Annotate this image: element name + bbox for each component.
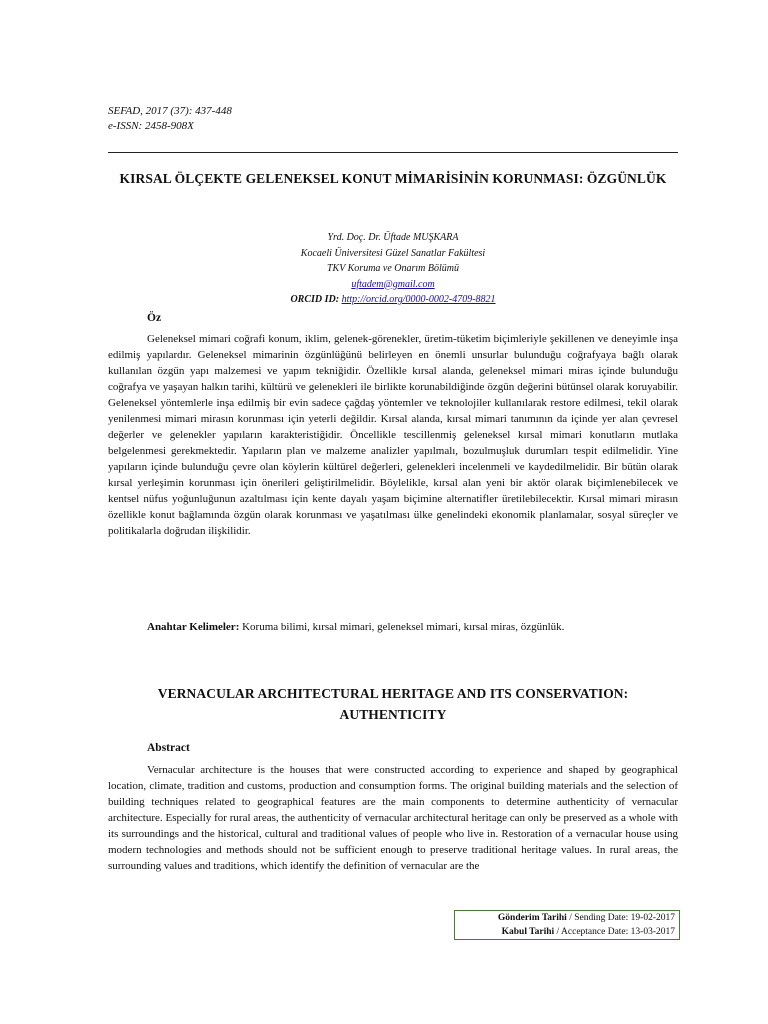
author-name: Yrd. Doç. Dr. Üftade MUŞKARA xyxy=(327,232,459,243)
keywords-turkish xyxy=(108,619,678,635)
journal-issn: e-ISSN: 2458-908X xyxy=(108,120,194,132)
author-email-link[interactable]: uftadem@gmail.com xyxy=(351,278,435,290)
title-english: VERNACULAR ARCHITECTURAL HERITAGE AND ITS CONSERVATION: AUTHENTICITY xyxy=(157,686,629,722)
oz-heading: Öz xyxy=(147,312,162,324)
sending-date xyxy=(455,911,675,925)
abstract-heading: Abstract xyxy=(147,742,190,754)
orcid-label: ORCID ID: xyxy=(290,294,340,305)
author-institution: Kocaeli Üniversitesi Güzel Sanatlar Fakültesi xyxy=(300,247,486,259)
orcid-line xyxy=(108,292,678,308)
acceptance-date xyxy=(455,925,675,939)
header-divider xyxy=(108,152,678,153)
author-department: TKV Koruma ve Onarım Bölümü xyxy=(326,263,460,274)
journal-header xyxy=(108,104,232,134)
abstract-paragraph: Vernacular architecture is the houses that were constructed according to experience and shaped by geographical location, climate, tradition and customs, production and consumption forms. The original building materials and the selection of building techniques related to geographical features are the main components to determine authenticity of vernacular architecture. Especially for rural areas, the authenticity of vernacular architectural heritage can only be preserved as a whole with its surroundings and the historical, cultural and traditional values of people who live in. Restoration of a vernacular house using modern technologies and methods should not be sufficient enough to preserve traditional heritage values. In rural areas, the surrounding values and traditions, which identify the definition of vernacular are the xyxy=(108,764,678,872)
acceptance-date-value: / Acceptance Date: 13-03-2017 xyxy=(554,927,675,937)
acceptance-date-label: Kabul Tarihi xyxy=(501,927,555,937)
author-block xyxy=(108,230,678,308)
sending-date-label: Gönderim Tarihi xyxy=(497,913,567,923)
oz-paragraph: Geleneksel mimari coğrafi konum, iklim, gelenek-görenekler, üretim-tüketim biçimleriyle şekillenen ve deneyimle inşa edilmiş yapılardır. Geleneksel mimarinin özgünlüğünü belirleyen en önemli unsurlar bulunduğu coğrafyaya bağlı olarak kullanılan özgün yapı malzemesi ve yapım tekniğidir. Özellikle kırsal alanda, geleneksel mimari miras içinde bulunduğu coğrafya ve yaşayan halkın tarihi, kültürü ve gelenekleri ile birlikte korunabildiğinde özgün değerini bütünsel olarak koruyabilir. Geleneksel yöntemlerle inşa edilmiş bir evin sadece çağdaş yöntemler ve teknolojiler kullanılarak restore edilmesi, tekil olarak yenilenmesi mimari mirasın korunması için yeterli değildir. Kırsal alanda, kırsal mimari tanımının da içinde yer alan çevresel değerler ve gelenekler yapıların karakteristiğidir. Öncellikle tescillenmiş geleneksel kırsal mimari konutların mutlaka belgelenmesi gerekmektedir. Yapıların plan ve malzeme analizler yapılmalı, bozulmuşluk durumları tespit edilmelidir. Yine yapıların içinde bulunduğu çevre olan köylerin kültürel değerleri, gelenekleri incelenmeli ve kaydedilmelidir. Bir bütün olarak kırsal yerleşimin korunması için önerileri geliştirilmelidir. Böylelikle, kırsal alan yeni bir aktör olarak biçimlenebilecek ve kentsel nüfus yoğunluğunun azaltılması için kente dayalı yaşam biçimine alternatifler üretilebilecektir. Kırsal mimari mirasın özellikle konut bağlamında özgün olarak korunması ve yaşatılması ülke genelindeki ekonomik planlamalar, sosyal süreçler ve politikalarla doğrudan ilişkilidir. xyxy=(108,333,678,537)
journal-citation: SEFAD, 2017 (37): 437-448 xyxy=(108,105,232,117)
sending-date-value: / Sending Date: 19-02-2017 xyxy=(566,913,675,923)
keywords-label: Anahtar Kelimeler: xyxy=(147,621,240,633)
keywords-text: Koruma bilimi, kırsal mimari, geleneksel mimari, kırsal miras, özgünlük. xyxy=(239,621,565,633)
abstract-clip xyxy=(108,762,678,908)
dates-box xyxy=(454,910,680,940)
title-turkish: KIRSAL ÖLÇEKTE GELENEKSEL KONUT MİMARİSİNİN KORUNMASI: ÖZGÜNLÜK xyxy=(119,171,667,186)
orcid-link[interactable]: http://orcid.org/0000-0002-4709-8821 xyxy=(341,294,496,305)
